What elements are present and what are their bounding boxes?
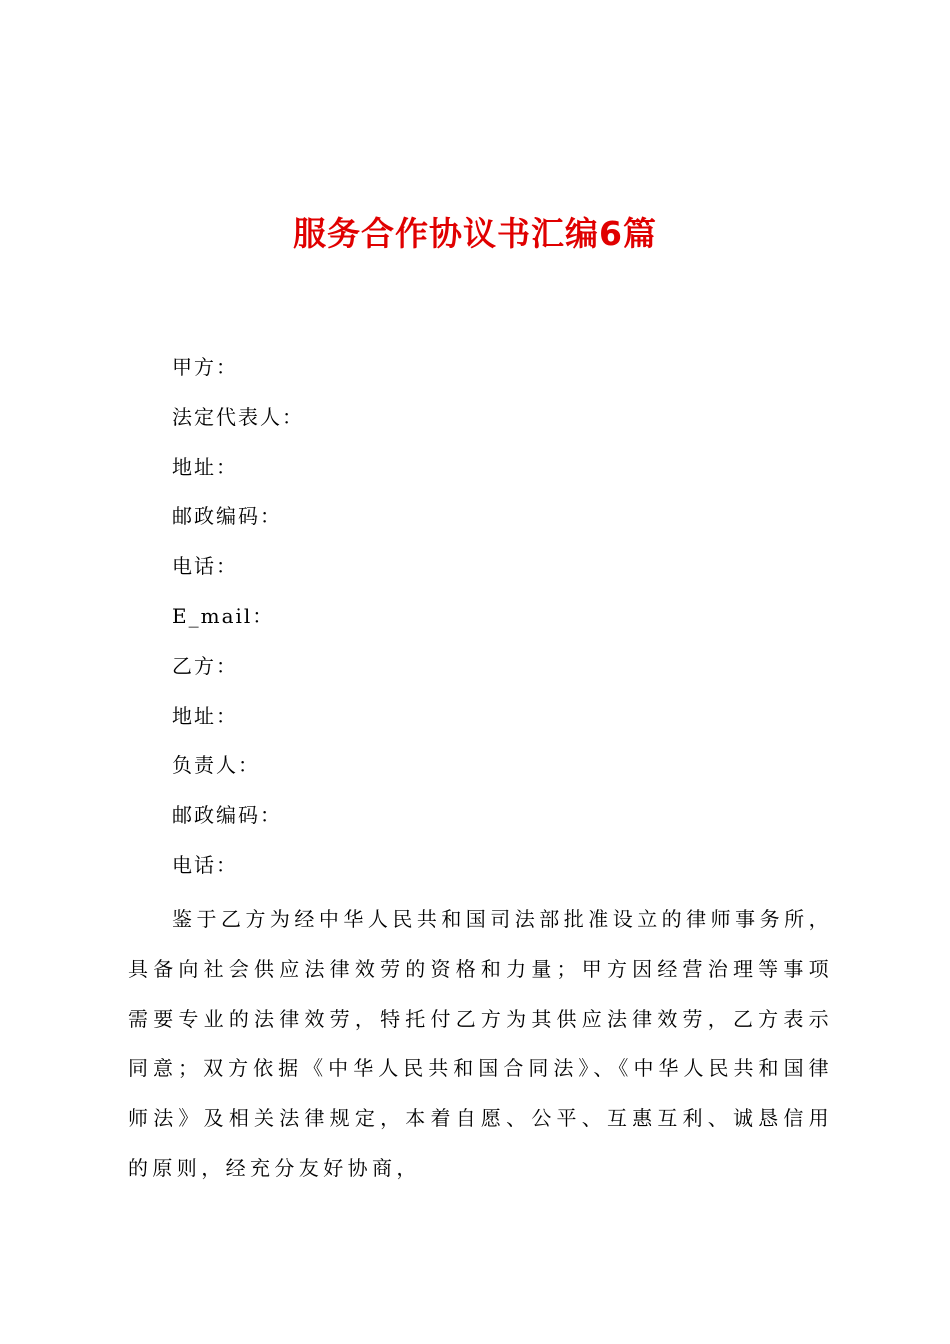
field-postal-code-a: 邮政编码： <box>172 504 282 529</box>
field-email: E_mail： <box>172 603 275 628</box>
field-phone-b: 电话： <box>172 852 238 877</box>
field-legal-representative: 法定代表人： <box>172 404 304 429</box>
party-fields <box>172 350 304 898</box>
field-responsible-person: 负责人： <box>172 753 260 778</box>
field-address-b: 地址： <box>172 703 238 728</box>
field-postal-code-b: 邮政编码： <box>172 803 282 828</box>
recital-paragraph: 鉴于乙方为经中华人民共和国司法部批准设立的律师事务所，具备向社会供应法律效劳的资格和力量；甲方因经营治理等事项需要专业的法律效劳，特托付乙方为其供应法律效劳，乙方表示同意；双方依据《中华人民共和国合同法》、《中华人民共和国律师法》及相关法律规定，本着自愿、公平、互惠互利、诚恳信用的原则，经充分友好协商， <box>128 907 833 1180</box>
field-party-b: 乙方： <box>172 653 238 678</box>
field-party-a: 甲方： <box>172 355 238 379</box>
field-address-a: 地址： <box>172 454 238 479</box>
field-phone-a: 电话： <box>172 554 238 579</box>
document-title: 服务合作协议书汇编6篇 <box>293 214 657 253</box>
